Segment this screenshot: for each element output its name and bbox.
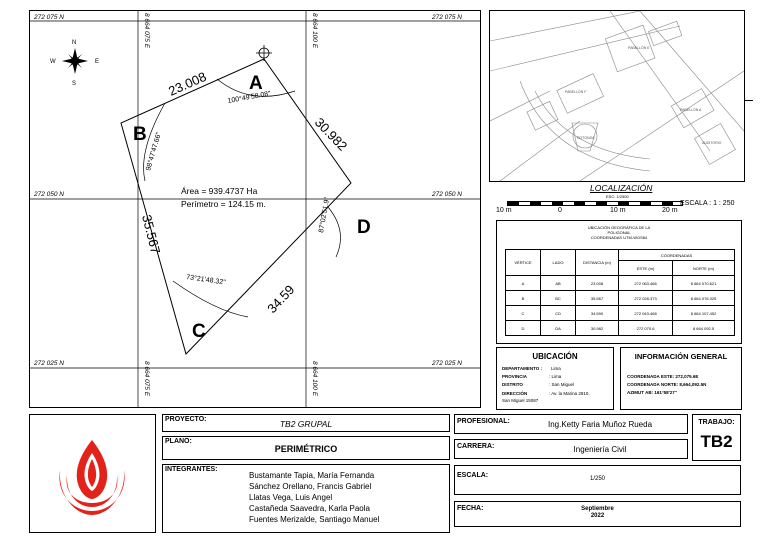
table-cell: CD — [541, 306, 576, 321]
grid-label-north-bottom-left: 272 025 N — [34, 360, 64, 367]
grid-label-east-right-bottom: 8 664 100 E — [311, 361, 318, 397]
grid-label-east-right-top: 8 664 100 E — [311, 13, 318, 49]
carrera-box — [454, 439, 688, 459]
table-cell: A — [506, 276, 541, 291]
area-text: Área = 939.4737 Ha — [181, 186, 258, 196]
info-general-line-1: COORDENADA ESTE: 272,075.6E — [627, 374, 699, 379]
table-cell: C — [506, 306, 541, 321]
location-map — [490, 11, 744, 181]
trabajo-box — [692, 414, 741, 461]
grid-label-east-left-bottom: 8 664 075 E — [143, 361, 150, 397]
ubicacion-value-direccion: : Av. la Marina 2810, — [549, 391, 590, 396]
plano-box — [162, 436, 450, 460]
fecha-value-2: 2022 — [590, 513, 605, 519]
table-cell: 8 664 076.325 — [673, 291, 735, 306]
scale-tick-0: 10 m — [496, 207, 512, 214]
location-map-tick — [745, 100, 753, 101]
compass-n: N — [72, 40, 77, 46]
scale-bar — [507, 201, 683, 206]
vertex-label-b: B — [133, 124, 147, 145]
profesional-box — [454, 414, 688, 434]
ubicacion-label-distrito: DISTRITO — [502, 382, 523, 387]
ubicacion-value-departamento: Lima — [551, 366, 561, 371]
ubicacion-title: UBICACIÓN — [532, 352, 578, 361]
coordinate-table-frame — [496, 220, 742, 344]
table-cell: 272 070.6 — [619, 321, 673, 336]
coord-header-vertice: VÉRTICE — [506, 250, 541, 276]
grid-label-north-mid-left: 272 050 N — [34, 191, 64, 198]
coord-header-row — [506, 250, 735, 261]
side-length-ab: 23.008 — [166, 68, 209, 99]
table-row — [506, 321, 735, 336]
perimeter-text: Perímetro = 124.15 m. — [181, 199, 266, 209]
scale-tick-3: 20 m — [662, 207, 678, 214]
coord-header-distancia: DISTANCIA (m) — [576, 250, 619, 276]
side-length-bc: 35.567 — [139, 213, 164, 256]
map-label-rotonda: ROTONDA — [577, 136, 595, 140]
grid-label-north-top-right: 272 075 N — [432, 14, 462, 21]
integrantes-box — [162, 464, 450, 533]
compass-rose-icon — [62, 48, 88, 74]
integrante-3: Llatas Vega, Luis Angel — [249, 493, 333, 502]
coord-title-line-2: POLIGONAL — [607, 230, 631, 235]
table-row — [506, 276, 735, 291]
profesional-label: PROFESIONAL: — [457, 418, 510, 425]
trabajo-label: TRABAJO: — [698, 419, 735, 426]
integrantes-label: INTEGRANTES: — [165, 466, 218, 473]
scale-tick-1: 0 — [558, 207, 562, 214]
location-title: LOCALIZACIÓN — [590, 183, 653, 193]
table-cell: 8 664 092.5 — [673, 321, 735, 336]
coord-subheader-norte: NORTE (m) — [673, 261, 735, 276]
location-subtitle: ESC: 1/2500 — [606, 194, 629, 199]
info-general-line-3: AZIMUT AB: 161°58'27" — [627, 390, 677, 395]
angle-label-b: 98°47'47.66" — [145, 131, 163, 172]
plano-value: PERIMÉTRICO — [274, 444, 338, 454]
info-general-box — [620, 347, 742, 410]
table-cell: 8 664 107.452 — [673, 306, 735, 321]
grid-label-north-bottom-right: 272 025 N — [432, 360, 462, 367]
angle-arc-c — [173, 281, 248, 317]
fecha-label: FECHA: — [457, 505, 484, 512]
coord-title-line-3: COORDENADAS UTM-WGS84 — [590, 235, 648, 240]
ubicacion-box — [496, 347, 614, 410]
ubicacion-value-provincia: : Lima — [549, 374, 562, 379]
carrera-label: CARRERA: — [457, 443, 495, 450]
table-cell: 23.008 — [576, 276, 619, 291]
compass-s: S — [72, 81, 77, 87]
scale-text: ESCALA : 1 : 250 — [680, 200, 735, 207]
table-cell: BC — [541, 291, 576, 306]
proyecto-label: PROYECTO: — [165, 416, 207, 423]
proyecto-value: TB2 GRUPAL — [279, 419, 333, 429]
map-label-pabellon-f: PABELLÓN F — [565, 90, 587, 94]
integrante-2: Sánchez Orellano, Francis Gabriel — [249, 482, 372, 491]
ubicacion-label-direccion: DIRECCIÓN — [502, 391, 528, 396]
map-label-pabellon-e: PABELLÓN E — [628, 46, 650, 50]
table-cell: 34.590 — [576, 306, 619, 321]
side-length-da: 30.982 — [311, 114, 351, 154]
table-cell: AB — [541, 276, 576, 291]
proyecto-box — [162, 414, 450, 432]
ubicacion-label-provincia: PROVINCIA — [502, 374, 528, 379]
escala-box — [454, 465, 741, 495]
coord-header-coordenadas: COORDENADAS — [619, 250, 735, 261]
info-general-line-2: COORDENADA NORTE: 8,664,092.5N — [627, 382, 707, 387]
integrante-4: Castañeda Saavedra, Karla Paola — [249, 504, 370, 513]
vertex-label-d: D — [357, 217, 371, 238]
compass-w: W — [50, 59, 56, 65]
table-cell: 272 063.466 — [619, 276, 673, 291]
location-map-frame — [489, 10, 745, 182]
carrera-value: Ingeniería Civil — [573, 445, 627, 454]
table-cell: 35.567 — [576, 291, 619, 306]
coord-title-line-1: UBICACIÓN GEOGRÁFICA DE LA — [587, 225, 651, 230]
upc-logo-icon — [30, 415, 155, 532]
grid-label-north-mid-right: 272 050 N — [432, 191, 462, 198]
coordinate-table — [505, 249, 735, 336]
ubicacion-value-distrito: : San Miguel — [549, 382, 575, 387]
angle-label-c: 73°21'48.32" — [185, 274, 227, 287]
profesional-value: Ing.Ketty Faria Muñoz Rueda — [547, 420, 653, 429]
table-cell: D — [506, 321, 541, 336]
angle-label-d: 87°02'51.9" — [318, 196, 332, 234]
coord-subheader-este: ESTE (m) — [619, 261, 673, 276]
survey-plan — [30, 11, 480, 407]
side-length-cd: 34.59 — [264, 282, 298, 317]
integrante-5: Fuentes Merizalde, Santiago Manuel — [249, 515, 380, 524]
compass-e: E — [95, 59, 100, 65]
table-cell: 272 028.373 — [619, 291, 673, 306]
angle-label-a: 100°49'58.08" — [227, 90, 272, 105]
info-general-title: INFORMACIÓN GENERAL — [634, 352, 728, 361]
angle-arc-d — [328, 207, 341, 257]
integrante-1: Bustamante Tapia, María Fernanda — [249, 471, 375, 480]
ubicacion-label-departamento: DEPARTAMENTO : — [502, 366, 542, 371]
fecha-box — [454, 501, 741, 527]
table-row — [506, 291, 735, 306]
map-label-auditorio: AUDITORIO — [702, 141, 722, 145]
table-cell: B — [506, 291, 541, 306]
trabajo-value: TB2 — [700, 432, 733, 451]
fecha-value-1: Septiembre — [581, 506, 614, 512]
survey-drawing-frame — [29, 10, 481, 408]
table-cell: 8 664 070.621 — [673, 276, 735, 291]
escala-value: 1/250 — [589, 476, 605, 482]
ubicacion-address-cont: San Miguel 15087 — [502, 398, 539, 403]
plano-label: PLANO: — [165, 438, 192, 445]
map-label-pabellon-a: PABELLÓN A — [680, 108, 702, 112]
coord-header-lado: LADO — [541, 250, 576, 276]
scale-tick-2: 10 m — [610, 207, 626, 214]
vertex-label-c: C — [192, 321, 206, 342]
table-row — [506, 306, 735, 321]
grid-label-east-left-top: 8 664 075 E — [143, 13, 150, 49]
escala-label: ESCALA: — [457, 472, 489, 479]
grid-label-north-top-left: 272 075 N — [34, 14, 64, 21]
table-cell: 272 043.468 — [619, 306, 673, 321]
table-cell: DA — [541, 321, 576, 336]
vertex-label-a: A — [249, 73, 263, 94]
logo-frame — [29, 414, 156, 533]
table-cell: 30.982 — [576, 321, 619, 336]
